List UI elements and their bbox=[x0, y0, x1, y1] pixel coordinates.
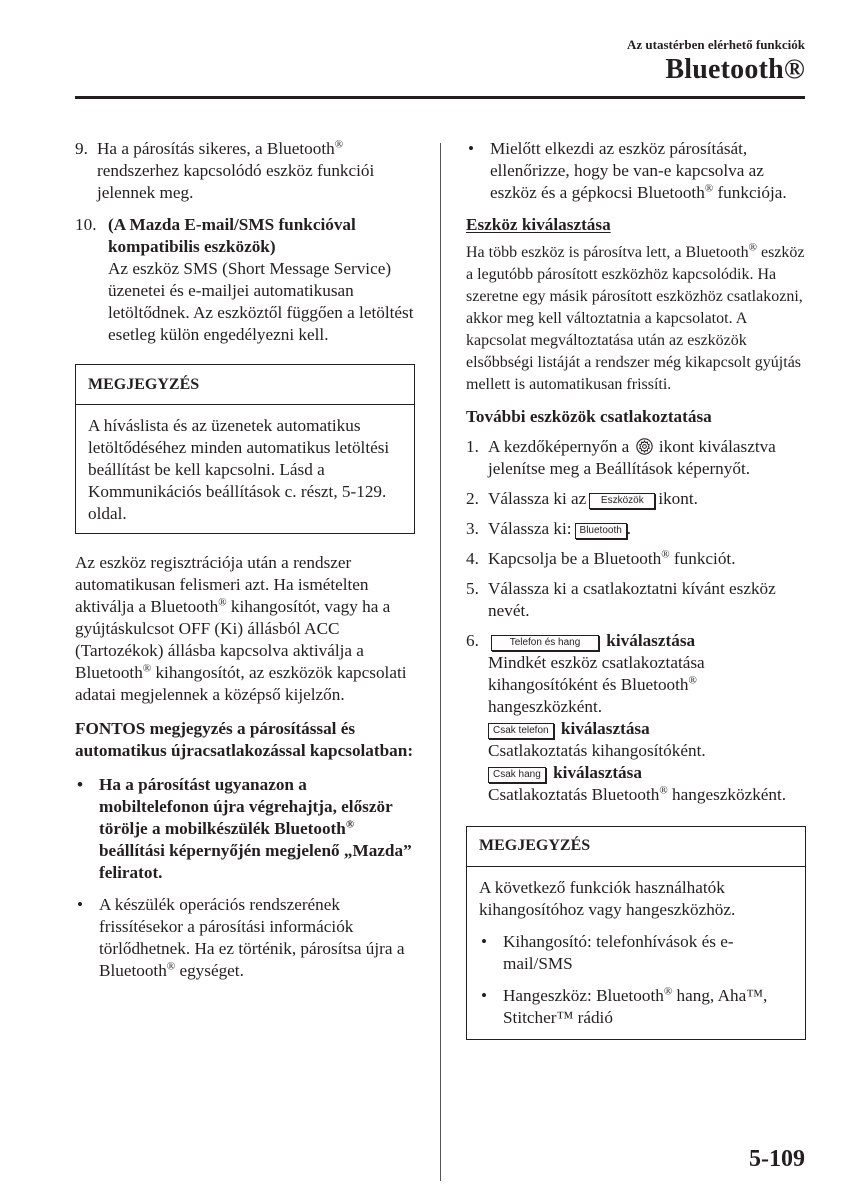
step-bold-text: (A Mazda E-mail/SMS funkcióval kompatibilis eszközök) bbox=[108, 215, 356, 256]
text-span: Mindkét eszköz csatlakoztatása kihangosítóként és Bluetooth bbox=[488, 653, 705, 694]
phone-only-button[interactable]: Csak telefon bbox=[488, 723, 554, 739]
bluetooth-button[interactable]: Bluetooth bbox=[575, 523, 627, 539]
step-text bbox=[488, 488, 806, 510]
note-heading: MEGJEGYZÉS bbox=[467, 827, 805, 867]
bullet-text bbox=[99, 774, 415, 884]
bullet-dot: • bbox=[468, 139, 475, 158]
text-span: kihangosítót, vagy ha a gyújtáskulcsot OFF (Ki) állásból ACC (Tartozékok) állásba kapcsolva aktiválja a Bluetooth bbox=[75, 597, 391, 682]
text-span: hang, Aha™, Stitcher™ rádió bbox=[503, 986, 768, 1027]
text-span: Kapcsolja be a Bluetooth bbox=[488, 549, 662, 568]
bullet-item bbox=[466, 138, 806, 204]
devices-button[interactable]: Eszközök bbox=[589, 493, 655, 509]
step-6 bbox=[466, 630, 806, 806]
step-number: 1. bbox=[466, 437, 479, 456]
header-rule bbox=[75, 96, 805, 99]
audio-only-button[interactable]: Csak hang bbox=[488, 767, 546, 783]
note-body bbox=[467, 867, 805, 1039]
registered-mark: ® bbox=[166, 960, 176, 973]
registered-mark: ® bbox=[661, 548, 670, 561]
registered-mark: ® bbox=[345, 818, 355, 831]
step-2 bbox=[466, 488, 806, 510]
step-number: 9. bbox=[75, 139, 88, 158]
subsection-heading: Eszköz kiválasztása bbox=[466, 215, 611, 234]
registered-mark: ® bbox=[663, 985, 673, 998]
bullet-dot: • bbox=[481, 986, 488, 1005]
text-span: Ha a párosítás sikeres, a Bluetooth bbox=[97, 139, 335, 158]
text-span: kihangosítót, az eszközök kapcsolati adatai megjelennek a középső kijelzőn. bbox=[75, 663, 407, 704]
bullet-item bbox=[75, 894, 415, 982]
text-span: A kezdőképernyőn a bbox=[488, 437, 630, 456]
text-span: Az eszköz regisztrációja után a rendszer automatikusan felismeri azt. Ha ismételten aktiválja a Bluetooth bbox=[75, 553, 369, 616]
text-span: beállítási képernyőjén megjelenő „Mazda” feliratot. bbox=[99, 841, 412, 882]
note-box bbox=[75, 364, 415, 534]
right-column bbox=[466, 138, 806, 1054]
text-span: Mielőtt elkezdi az eszköz párosítását, ellenőrizze, hogy be van-e kapcsolva az eszköz és a gépkocsi Bluetooth bbox=[490, 139, 764, 202]
step-number: 10. bbox=[75, 215, 97, 234]
section-heading: Az utastérben elérhető funkciók bbox=[626, 37, 805, 52]
note-heading: MEGJEGYZÉS bbox=[76, 365, 414, 405]
registered-mark: ® bbox=[142, 662, 152, 675]
text-span: Válassza ki: bbox=[488, 519, 572, 538]
registered-mark: ® bbox=[688, 674, 697, 687]
bullet-item bbox=[479, 985, 793, 1029]
text-span: Hangeszköz: Bluetooth bbox=[503, 986, 664, 1005]
text-span: ikont kiválasztva jelenítse meg a Beállítások képernyőt. bbox=[488, 437, 776, 478]
selection-label: kiválasztása bbox=[553, 763, 642, 782]
option-phone-only bbox=[488, 718, 806, 740]
text-span: hangeszközként. bbox=[488, 697, 603, 716]
step-number: 4. bbox=[466, 549, 479, 568]
text-span: funkciót. bbox=[669, 549, 736, 568]
registered-mark: ® bbox=[334, 138, 344, 151]
step-3 bbox=[466, 518, 806, 540]
bullet-item bbox=[75, 774, 415, 884]
registered-mark: ® bbox=[704, 182, 714, 195]
registered-mark: ® bbox=[218, 596, 227, 609]
phone-and-audio-button[interactable]: Telefon és hang bbox=[491, 635, 599, 651]
left-column bbox=[75, 138, 415, 992]
page-number: 5-109 bbox=[749, 1146, 805, 1172]
step-text bbox=[488, 548, 806, 570]
option-description bbox=[488, 652, 806, 718]
paragraph bbox=[466, 242, 806, 396]
step-1 bbox=[466, 436, 806, 480]
text-span: Csatlakoztatás Bluetooth bbox=[488, 785, 660, 804]
text-span: funkciója. bbox=[713, 183, 787, 202]
note-box bbox=[466, 826, 806, 1040]
step-number: 6. bbox=[466, 631, 479, 650]
option-audio-only bbox=[488, 762, 806, 784]
text-span: eszköz a legutóbb párosított eszközhöz kapcsolódik. Ha szeretne egy másik párosított eszközhöz csatlakozni, akkor meg kell változtatnia a kapcsolatot. A kapcsolat megváltoztatása után az eszközök elsőbbségi listáját a rendszer még kikapcsolt gyújtás mellett is automatikusan frissíti. bbox=[466, 244, 805, 393]
bullet-text bbox=[503, 985, 793, 1029]
text-span: rendszerhez kapcsolódó eszköz funkciói jelennek meg. bbox=[97, 161, 375, 202]
bullet-item bbox=[479, 931, 793, 975]
bullet-text bbox=[490, 138, 806, 204]
option-phone-and-audio bbox=[488, 630, 806, 652]
step-4 bbox=[466, 548, 806, 570]
step-10 bbox=[75, 214, 415, 346]
page-title: Bluetooth® bbox=[665, 54, 805, 85]
bullet-dot: • bbox=[77, 895, 84, 914]
bullet-text: Kihangosító: telefonhívások és e-mail/SMS bbox=[503, 932, 734, 973]
registered-mark: ® bbox=[748, 241, 757, 254]
column-divider bbox=[440, 143, 441, 1181]
step-text bbox=[97, 138, 415, 204]
text-span: . bbox=[626, 519, 632, 538]
text-span: egységet. bbox=[175, 961, 244, 980]
important-heading: FONTOS megjegyzés a párosítással és automatikus újracsatlakozással kapcsolatban: bbox=[75, 719, 414, 760]
step-9 bbox=[75, 138, 415, 204]
step-number: 3. bbox=[466, 519, 479, 538]
text-span: Ha több eszköz is párosítva lett, a Bluetooth bbox=[466, 244, 749, 261]
step-text bbox=[108, 214, 415, 346]
step-text bbox=[488, 518, 806, 540]
step-number: 2. bbox=[466, 489, 479, 508]
settings-gear-icon bbox=[636, 438, 653, 455]
bullet-text bbox=[99, 894, 415, 982]
option-description bbox=[488, 784, 806, 806]
step-5 bbox=[466, 578, 806, 622]
step-description: Az eszköz SMS (Short Message Service) üzenetei és e-mailjei automatikusan letöltődnek. Az eszköztől függően a letöltést esetleg külön engedélyezni kell. bbox=[108, 259, 414, 344]
option-description: Csatlakoztatás kihangosítóként. bbox=[488, 741, 706, 760]
step-number: 5. bbox=[466, 579, 479, 598]
text-span: ikont. bbox=[658, 489, 698, 508]
step-text bbox=[488, 436, 806, 480]
registered-mark: ® bbox=[659, 784, 668, 797]
selection-label: kiválasztása bbox=[606, 631, 696, 650]
step-text: Válassza ki a csatlakoztatni kívánt eszköz nevét. bbox=[488, 579, 776, 620]
text-span: Ha a párosítást ugyanazon a mobiltelefonon újra végrehajtja, először törölje a mobilkészülék Bluetooth bbox=[99, 775, 393, 838]
paragraph bbox=[75, 552, 415, 706]
bullet-dot: • bbox=[481, 932, 488, 951]
text-span: Válassza ki az bbox=[488, 489, 587, 508]
subsection-heading: További eszközök csatlakoztatása bbox=[466, 407, 712, 426]
text-span: hangeszközként. bbox=[667, 785, 787, 804]
text-span: A készülék operációs rendszerének frissítésekor a párosítási információk törlődhetnek. Ha ez történik, párosítsa újra a Bluetooth bbox=[99, 895, 405, 980]
bullet-dot: • bbox=[77, 775, 84, 794]
selection-label: kiválasztása bbox=[560, 719, 650, 738]
note-text: A híváslista és az üzenetek automatikus letöltődéséhez minden automatikus letöltési beállítást be kell kapcsolni. Lásd a Kommunikációs beállítások c. részt, 5-129. oldal. bbox=[88, 416, 390, 523]
note-text: A következő funkciók használhatók kihangosítóhoz vagy hangeszközhöz. bbox=[479, 878, 736, 919]
step-text bbox=[488, 630, 806, 806]
